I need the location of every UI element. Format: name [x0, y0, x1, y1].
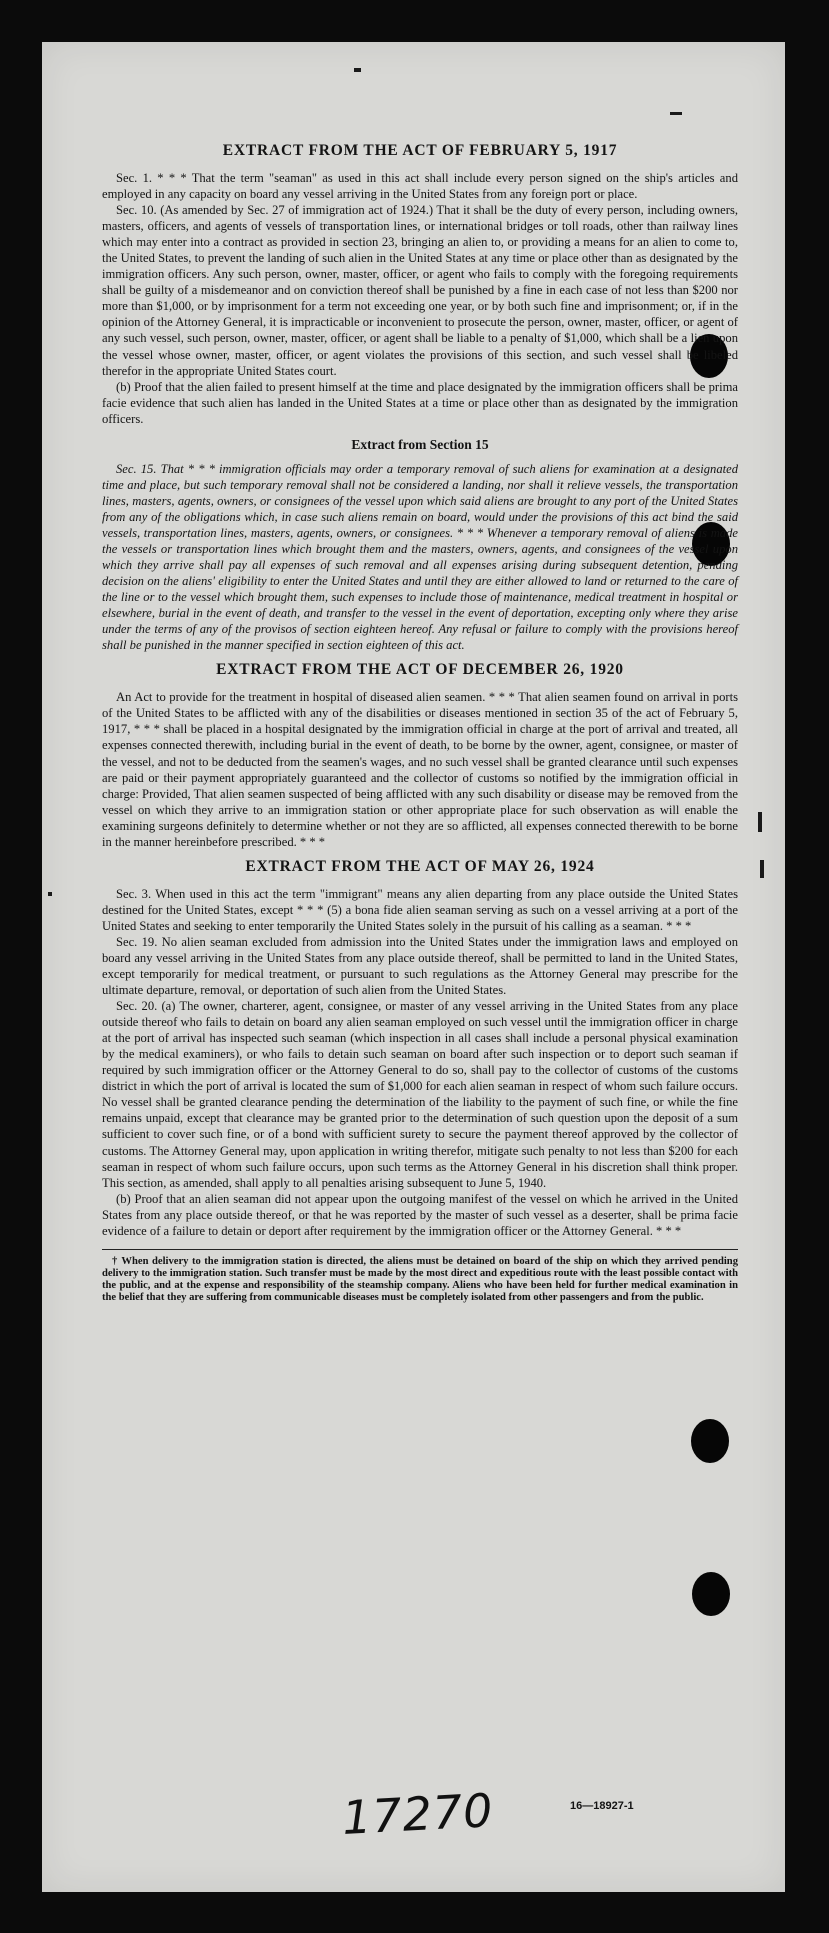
document-body: [102, 142, 738, 1305]
scan-mark-top-right: [670, 112, 682, 115]
footnote: † When delivery to the immigration station is directed, the aliens must be detained on board of the ship on which they arrived pending delivery to the immigration station. Such transfer must be made by the most direct and expeditious route with the least possible contact with the public, and at the expense and responsibility of the steamship company. Aliens who have been held for further medical examination in the belief that they are suffering from communicable diseases must be completely isolated from other passengers and from the public.: [102, 1255, 738, 1304]
scan-mark-left: [48, 892, 52, 896]
punch-hole-3: [691, 1419, 729, 1463]
scan-mark-top: [354, 68, 361, 72]
handwritten-number: 17270: [340, 1783, 495, 1845]
paragraph-act-1920: An Act to provide for the treatment in hospital of diseased alien seamen. * * * That alien seamen found on arrival in ports of the United States to be afflicted with any of the disabilities or diseases mentioned in section 35 of the act of February 5, 1917, * * * shall be placed in a hospital designated by the immigration official in charge at the port of arrival and treated, all expenses connected therewith, including burial in the event of death, to be borne by the owner, agent, consignee, or master of the vessel, and not to be deducted from the seamen's wages, and no such vessel shall be granted clearance until such expenses are paid or their payment appropriately guaranteed and the collector of customs so notified by the immigration official in charge: Provided, That alien seamen suspected of being afflicted with any such disability or disease may be removed from the vessel on which they arrive to an immigration station or other appropriate place for such observation as will enable the examining surgeons definitely to determine whether or not they are so afflicted, all expenses connected therewith to be borne in the manner hereinbefore prescribed. * * *: [102, 690, 738, 849]
paragraph-sec-10b: (b) Proof that the alien failed to present himself at the time and place designated by the immigration officers shall be prima facie evidence that such alien has landed in the United States at a time or place other than as designated by the immigration officers.: [102, 379, 738, 426]
footnote-divider: [102, 1249, 738, 1250]
heading-act-1917: EXTRACT FROM THE ACT OF FEBRUARY 5, 1917: [222, 142, 618, 159]
paragraph-sec-10: Sec. 10. (As amended by Sec. 27 of immigration act of 1924.) That it shall be the duty of every person, including owners, masters, officers, and agents of vessels of transportation lines, or international bridges or toll roads, other than railway lines which may enter into a contract as provided in section 23, bringing an alien to, or providing a means for an alien to come to, the United States, to prevent the landing of such alien in the United States at any time or place other than as designated by the immigration officers. Any such person, owner, master, officer, or agent who fails to comply with the foregoing requirements shall be guilty of a misdemeanor and on conviction thereof shall be punished by a fine in each case of not less than $200 nor more than $1,000, or by imprisonment for a term not exceeding one year, or by both such fine and imprisonment; or, if in the opinion of the Attorney General, it is impracticable or inconvenient to prosecute the person, owner, master, officer, or agent of any such vessel, such person, owner, master, officer, or agent shall be liable to a penalty of $1,000, which shall be a lien upon the vessel whose owner, master, officer, or agent violates the provisions of this section, and such vessel shall be libeled therefor in the appropriate United States court.: [102, 203, 738, 378]
paragraph-sec-20a: Sec. 20. (a) The owner, charterer, agent, consignee, or master of any vessel arriving in the United States from any place outside thereof who fails to detain on board any alien seaman employed on such vessel until the immigration officer in charge at the port of arrival has inspected such seaman (which inspection in all cases shall include a personal physical examination by the medical examiners), or who fails to detain such seaman on board after such inspection or to deport such seaman if required by such immigration officer or the Attorney General to do so, shall pay to the collector of customs of the customs district in which the port of arrival is located the sum of $1,000 for each alien seaman in respect of whom such failure occurs. No vessel shall be granted clearance pending the determination of the liability to the payment of such fine, or while the fine remains unpaid, except that clearance may be granted prior to the determination of such question upon the deposit of a sum sufficient to cover such fine, or of a bond with sufficient surety to secure the payment thereof approved by the collector of customs. The Attorney General may, upon application in writing therefor, mitigate such penalty to not less than $200 for each seaman in respect of whom such failure occurs, upon such terms as the Attorney General in his discretion shall think proper. This section, as amended, shall apply to all penalties arising subsequent to June 5, 1940.: [102, 999, 738, 1190]
paragraph-sec-15: Sec. 15. That * * * immigration officials may order a temporary removal of such aliens for examination at a designated time and place, but such temporary removal shall not be considered a landing, nor shall it relieve vessels, the transportation lines, masters, agents, owners, or consignees of the vessel upon which said aliens are brought to any port of the United States from any of the obligations which, in case such aliens remain on board, would under the provisions of this act bind the said vessels, transportation lines, masters, agents, owners, or consignees. * * * Whenever a temporary removal of aliens is made the vessels or transportation lines which brought them and the masters, owners, agents, and consignees of the vessel upon which they arrive shall pay all expenses of such removal and all expenses arising during subsequent detention, pending decision on the aliens' eligibility to enter the United States and until they are either allowed to land or returned to the care of the line or to the vessel which brought them, such expenses to include those of maintenance, medical treatment in hospital or elsewhere, burial in the event of death, and transfer to the vessel in the event of deportation, excepting only where they arise under the terms of any of the provisos of section eighteen hereof. Any refusal or failure to comply with the provisions hereof shall be punished in the manner specified in section eighteen of this act.: [102, 461, 738, 653]
scan-mark-right: [758, 812, 762, 832]
paragraph-sec-19: Sec. 19. No alien seaman excluded from admission into the United States under the immigration laws and employed on board any vessel arriving in the United States from any place outside thereof, shall be permitted to land in the United States, except temporarily for medical treatment, or pursuant to such regulations as the Attorney General may prescribe for the ultimate departure, removal, or deportation of such alien from the United States.: [102, 934, 738, 998]
document-page: [42, 42, 785, 1892]
paragraph-sec-20b: (b) Proof that an alien seaman did not appear upon the outgoing manifest of the vessel on which he arrived in the United States from any place outside thereof, or that he was reported by the master of such vessel as a deserter, shall be prima facie evidence of a failure to detain or deport after requirement by the immigration officer or the Attorney General. * * *: [102, 1191, 738, 1238]
scan-mark-right-2: [760, 860, 764, 878]
heading-act-1924: EXTRACT FROM THE ACT OF MAY 26, 1924: [245, 857, 595, 875]
paragraph-sec-1: Sec. 1. * * * That the term "seaman" as used in this act shall include every person signed on the ship's articles and employed in any capacity on board any vessel arriving in the United States from any foreign port or place.: [102, 171, 738, 202]
heading-section-15: Extract from Section 15: [351, 436, 489, 452]
paragraph-sec-3: Sec. 3. When used in this act the term "immigrant" means any alien departing from any place outside the United States destined for the United States, except * * * (5) a bona fide alien seaman serving as such on a vessel arriving at a port of the United States and seeking to enter temporarily the United States solely in the pursuit of his calling as a seaman. * * *: [102, 886, 738, 933]
punch-hole-4: [692, 1572, 730, 1616]
form-number: 16—18927-1: [570, 1800, 634, 1812]
heading-act-1920: EXTRACT FROM THE ACT OF DECEMBER 26, 1920: [216, 661, 624, 679]
